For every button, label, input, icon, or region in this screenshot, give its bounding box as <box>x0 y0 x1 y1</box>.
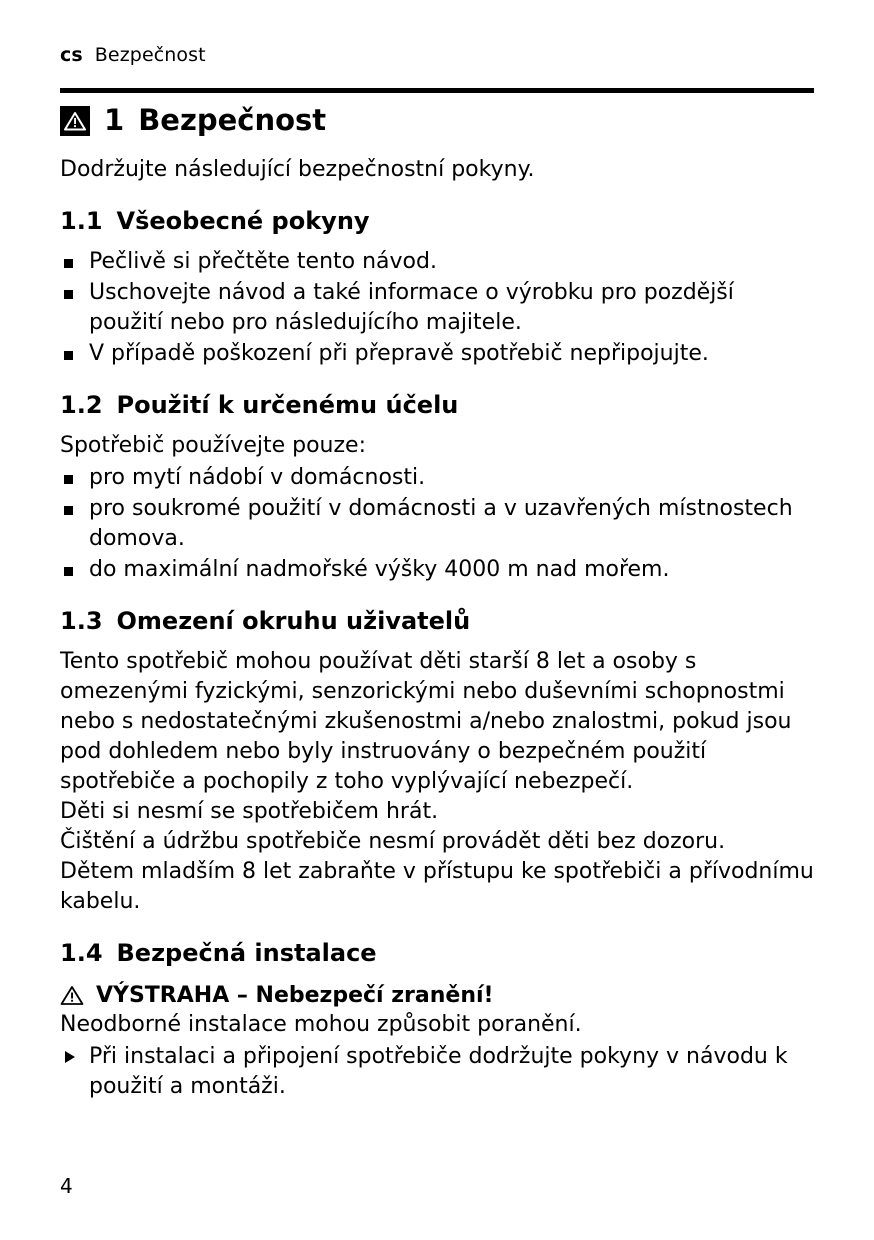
chapter-divider <box>60 88 814 93</box>
list-item: V případě poškození při přepravě spotřebič nepřipojujte. <box>60 339 814 369</box>
chapter-title: Bezpečnost <box>138 103 327 137</box>
warning-label: VÝSTRAHA – Nebezpečí zranění! <box>96 983 494 1008</box>
running-header-language: cs <box>60 44 83 66</box>
page-number: 4 <box>60 1174 73 1198</box>
paragraph: Děti si nesmí se spotřebičem hrát. <box>60 799 439 824</box>
section-1-2-lead: Spotřebič používejte pouze: <box>60 433 366 458</box>
section-number-1-2: 1.2 <box>60 391 103 419</box>
section-1-1-list <box>60 247 814 369</box>
chapter-intro: Dodržujte následující bezpečnostní pokyny. <box>60 157 535 182</box>
section-number-1-4: 1.4 <box>60 939 103 967</box>
section-number-1-1: 1.1 <box>60 207 103 235</box>
section-heading-1-2 <box>60 391 814 419</box>
section-title-1-3: Omezení okruhu uživatelů <box>116 607 471 635</box>
list-item: Uschovejte návod a také informace o výrobku pro pozdější použití nebo pro následujícího majitele. <box>60 278 814 338</box>
paragraph: Dětem mladším 8 let zabraňte v přístupu ke spotřebiči a přívodnímu kabelu. <box>60 859 814 914</box>
paragraph: Čištění a údržbu spotřebiče nesmí provádět děti bez dozoru. <box>60 829 726 854</box>
section-1-2-list <box>60 463 814 585</box>
chapter-heading <box>60 103 814 137</box>
running-header <box>60 44 814 66</box>
list-item: Při instalaci a připojení spotřebiče dodržujte pokyny v návodu k použití a montáži. <box>60 1042 814 1102</box>
paragraph: Tento spotřebič mohou používat děti starší 8 let a osoby s omezenými fyzickými, senzorickými nebo duševními schopnostmi nebo s nedostatečnými zkušenostmi a/nebo znalostmi, pokud jsou pod dohledem nebo byly instruovány o bezpečném použití spotřebiče a pochopily z toho vyplývající nebezpečí. <box>60 649 792 794</box>
warning-triangle-icon <box>60 106 90 136</box>
warning-actions <box>60 1042 814 1102</box>
section-heading-1-1 <box>60 207 814 235</box>
section-title-1-2: Použití k určenému účelu <box>116 391 459 419</box>
list-item: Pečlivě si přečtěte tento návod. <box>60 247 814 277</box>
list-item: do maximální nadmořské výšky 4000 m nad mořem. <box>60 555 814 585</box>
section-title-1-1: Všeobecné pokyny <box>116 207 370 235</box>
list-item: pro mytí nádobí v domácnosti. <box>60 463 814 493</box>
chapter-number: 1 <box>104 103 125 137</box>
warning-text: Neodborné instalace mohou způsobit poranění. <box>60 1012 582 1037</box>
warning-triangle-icon <box>60 985 84 1006</box>
warning-heading <box>60 983 814 1008</box>
section-heading-1-4 <box>60 939 814 967</box>
section-1-3-body <box>60 647 814 917</box>
section-number-1-3: 1.3 <box>60 607 103 635</box>
section-heading-1-3 <box>60 607 814 635</box>
section-title-1-4: Bezpečná instalace <box>116 939 377 967</box>
running-header-section: Bezpečnost <box>94 44 206 66</box>
list-item: pro soukromé použití v domácnosti a v uzavřených místnostech domova. <box>60 494 814 554</box>
